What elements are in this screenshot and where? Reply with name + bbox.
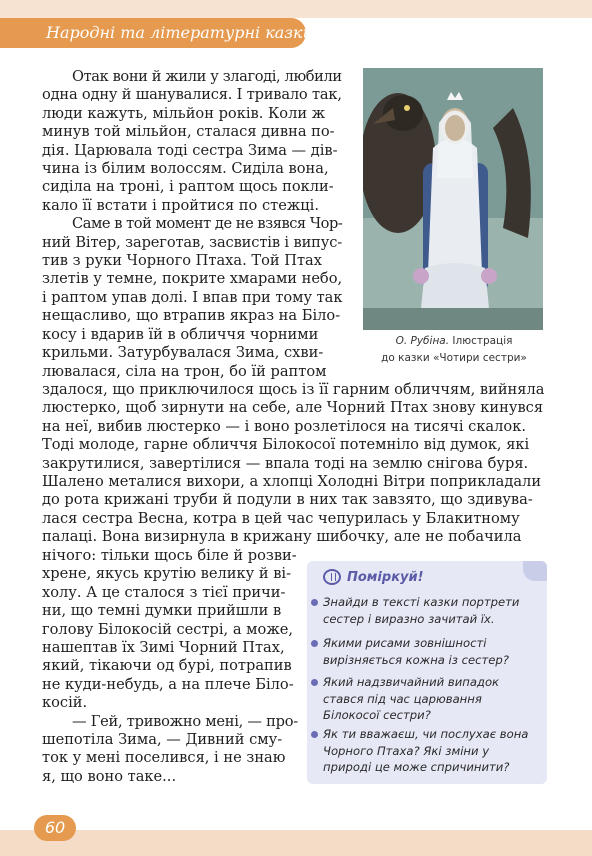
story-text-full <box>42 381 547 547</box>
illustration-caption <box>350 333 558 367</box>
text-line: який, тікаючи од бурі, потрапив <box>42 657 292 675</box>
text-line: не куди-небудь, а на плече Біло- <box>42 675 294 693</box>
text-line: Шалено металися вихори, а хлопці Холодні Вітри поприкладали <box>42 473 542 491</box>
section-title: Народні та літературні казки <box>46 23 313 42</box>
text-line: нічого: тільки щось біле й розви- <box>42 547 297 564</box>
think-box-header <box>323 566 424 588</box>
text-line: до рота крижані труби й подули в них так завзято, що здивува- <box>42 491 533 509</box>
text-line: ний Вітер, зареготав, засвистів і випус- <box>42 233 343 251</box>
text-line: здалося, що приключилося щось із її гарним обличчям, вийняла <box>42 381 545 398</box>
text-line: крильми. Затурбувалася Зима, схви- <box>42 344 324 362</box>
text-line: дія. Царювала тоді сестра Зима — дів- <box>42 141 338 159</box>
text-line: Саме в той момент де не взявся Чор- <box>72 215 343 233</box>
bullet-icon <box>311 640 318 647</box>
text-line: — Гей, тривожно мені, — про- <box>72 712 298 730</box>
text-line: ни, що темні думки прийшли в <box>42 602 282 620</box>
question-text: Який надзвичайний випадок стався під час царювання Білокосої сестри? <box>323 675 500 722</box>
story-text-top <box>42 68 342 381</box>
text-line: одна одну й шанувалися. І тривало так, <box>42 86 342 104</box>
question-item <box>307 674 539 724</box>
text-line: лювалася, сіла на трон, бо їй раптом <box>42 362 327 380</box>
text-line: нещасливо, що втрапив якраз на Біло- <box>42 307 341 325</box>
text-line: косій. <box>42 694 88 712</box>
text-line: сиділа на троні, і раптом щось покли- <box>42 178 334 196</box>
caption-line2: до казки «Чотири сестри» <box>381 352 527 364</box>
question-item <box>307 635 539 668</box>
bullet-icon <box>311 679 318 686</box>
bullet-icon <box>311 731 318 738</box>
text-line: злетів у темне, покрите хмарами небо, <box>42 270 343 288</box>
caption-author: О. Рубіна. <box>395 335 450 347</box>
think-box <box>307 561 547 784</box>
text-line: тив з руки Чорного Птаха. Той Птах <box>42 252 322 270</box>
text-line: чина із білим волоссям. Сиділа вона, <box>42 160 329 178</box>
text-line: я, що воно таке... <box>42 767 177 785</box>
text-line: і раптом упав долі. І впав при тому так <box>42 288 343 306</box>
text-line: Тоді молоде, гарне обличчя Білокосої потемніло від думок, які <box>42 436 530 454</box>
book-icon <box>323 569 341 585</box>
illustration <box>363 68 543 330</box>
text-line: голову Білокосій сестрі, а може, <box>42 620 294 638</box>
question-text: Знайди в тексті казки портрети сестер і виразно зачитай їх. <box>323 595 520 626</box>
story-text-bottom <box>42 547 298 786</box>
section-header <box>36 18 313 48</box>
top-decor-band <box>0 0 592 18</box>
question-text: Якими рисами зовнішності вирізняється кожна із сестер? <box>323 636 509 667</box>
text-line: палаці. Вона визирнула в крижану шибочку, але не побачила <box>42 528 522 546</box>
question-text: Як ти вважаєш, чи послухає вона Чорного Птаха? Які зміни у природі це може спричинити? <box>323 727 529 774</box>
text-line: нашептав їх Зимі Чорний Птах, <box>42 639 285 657</box>
text-line: закрутилися, завертілися — впала тоді на землю снігова буря. <box>42 454 529 472</box>
page-number: 60 <box>34 815 76 841</box>
bottom-decor-band <box>0 830 592 856</box>
text-line: Отак вони й жили у злагоді, любили <box>72 68 342 85</box>
winter-queen-illustration <box>363 68 543 330</box>
text-line: холу. А це сталося з тієї причи- <box>42 583 286 601</box>
text-line: лася сестра Весна, котра в цей час чепурилась у Блакитному <box>42 509 520 527</box>
text-line: шепотіла Зима, — Дивний сму- <box>42 731 283 749</box>
text-line: кало її встати і пройтися по стежці. <box>42 196 319 214</box>
text-line: минув той мільйон, сталася дивна по- <box>42 123 335 141</box>
question-item <box>307 726 539 776</box>
caption-text: Ілюстрація <box>449 335 513 347</box>
text-line: ток у мені поселився, і не знаю <box>42 749 286 767</box>
text-line: на неї, вибив люстерко — і воно розлетілося на тисячі скалок. <box>42 417 526 435</box>
box-corner-decor <box>523 561 547 581</box>
bullet-icon <box>311 599 318 606</box>
question-item <box>307 594 539 627</box>
text-line: косу і вдарив їй в обличчя чорними <box>42 325 319 343</box>
think-box-title: Поміркуй! <box>347 569 424 585</box>
text-line: хрене, якусь крутію велику й ві- <box>42 565 292 583</box>
text-line: люстерко, щоб зирнути на себе, але Чорний Птах знову кинувся <box>42 399 544 417</box>
text-line: люди кажуть, мільйон років. Коли ж <box>42 104 326 122</box>
